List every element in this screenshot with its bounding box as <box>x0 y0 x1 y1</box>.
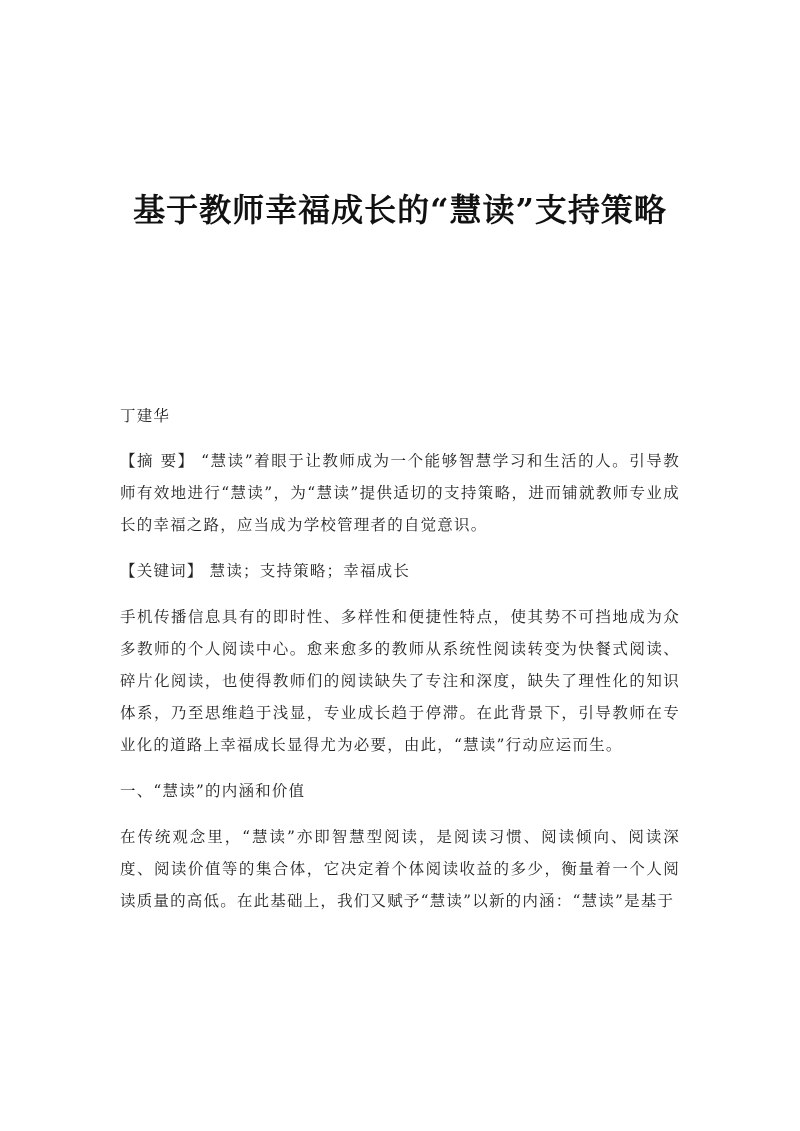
section-heading: 一、“慧读”的内涵和价值 <box>120 782 306 800</box>
document-title: 基于教师幸福成长的“慧读”支持策略 <box>133 191 667 229</box>
abstract-label: 【摘 要】 <box>120 452 195 470</box>
document-body <box>120 400 680 931</box>
section-paragraph: 在传统观念里，“慧读”亦即智慧型阅读，是阅读习惯、阅读倾向、阅读深度、阅读价值等的集合体，它决定着个体阅读收益的多少，衡量着一个人阅读质量的高低。在此基础上，我们又赋予“慧读”以新的内涵：“慧读”是基于 <box>120 828 680 910</box>
keywords-text: 慧读；支持策略；幸福成长 <box>203 562 411 580</box>
author-name: 丁建华 <box>120 407 171 425</box>
body-paragraph: 手机传播信息具有的即时性、多样性和便捷性特点，使其势不可挡地成为众多教师的个人阅读中心。愈来愈多的教师从系统性阅读转变为快餐式阅读、碎片化阅读，也使得教师们的阅读缺失了专注和深度，缺失了理性化的知识体系，乃至思维趋于浅显，专业成长趋于停滞。在此背景下，引导教师在专业化的道路上幸福成长显得尤为必要，由此，“慧读”行动应运而生。 <box>120 608 680 754</box>
keywords-paragraph <box>120 555 680 587</box>
abstract-paragraph <box>120 445 680 541</box>
abstract-text: “慧读”着眼于让教师成为一个能够智慧学习和生活的人。引导教师有效地进行“慧读”，为“慧读”提供适切的支持策略，进而铺就教师专业成长的幸福之路，应当成为学校管理者的自觉意识。 <box>120 452 680 534</box>
keywords-label: 【关键词】 <box>120 562 204 580</box>
